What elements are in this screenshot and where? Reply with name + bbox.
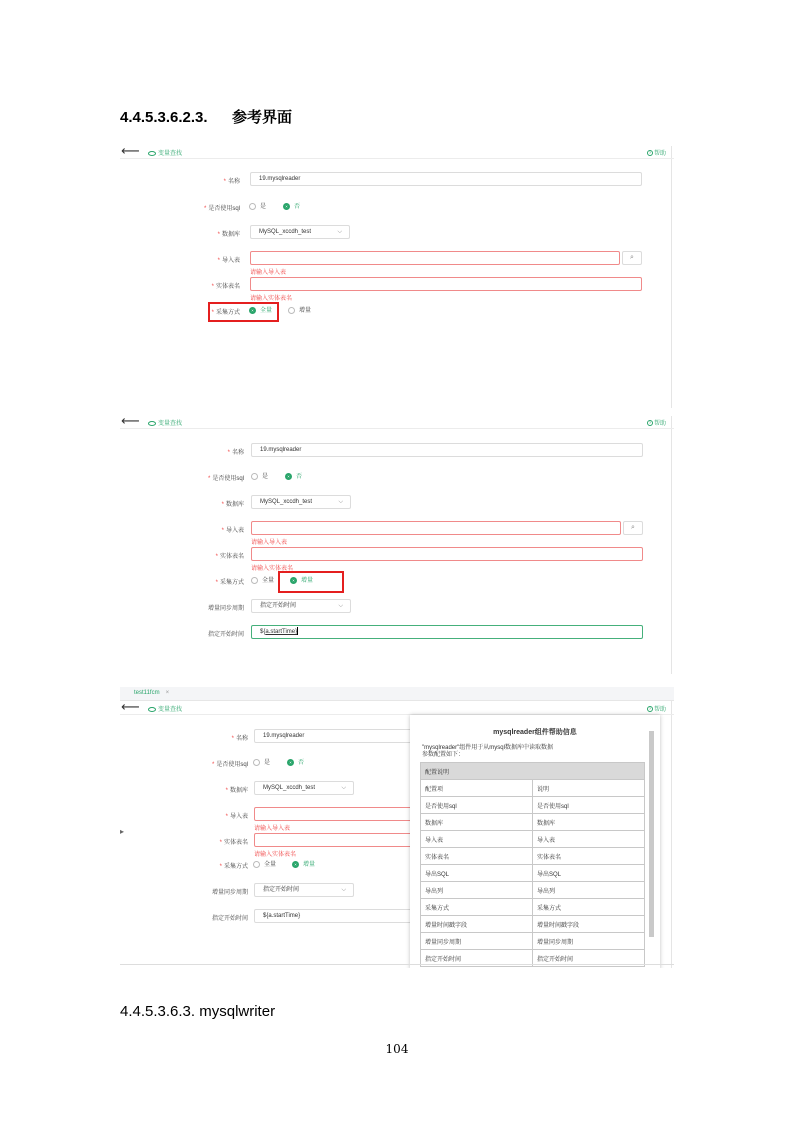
- variable-find-link[interactable]: 变量查找: [148, 148, 182, 157]
- table-row: [421, 933, 645, 950]
- search-icon[interactable]: ⌕: [622, 251, 642, 265]
- section-heading-mysqlwriter: 4.4.5.3.6.3. mysqlwriter: [120, 1003, 276, 1020]
- use-sql-no-radio[interactable]: 否: [283, 203, 300, 211]
- tab-test11fcm[interactable]: test11fcm ×: [134, 690, 170, 696]
- section-heading: [120, 106, 292, 127]
- table-cell-desc: 是否使用sql: [533, 797, 645, 814]
- use-sql-yes-radio[interactable]: 是: [253, 759, 270, 767]
- collect-mode-label: * 采集方式: [211, 310, 240, 316]
- screenshot-incremental-mode: [120, 416, 674, 674]
- table-caption: 配置说明: [421, 763, 645, 780]
- eye-icon: [148, 421, 156, 426]
- tab-strip: [120, 687, 674, 701]
- variable-find-link[interactable]: 变量查找: [148, 418, 182, 427]
- table-cell-item: 指定开始时间: [421, 950, 533, 967]
- table-cell-item: 导出列: [421, 882, 533, 899]
- table-cell-desc: 导入表: [533, 831, 645, 848]
- section-number: 4.4.5.3.6.2.3.: [120, 109, 208, 126]
- collect-incremental-radio[interactable]: 增量: [292, 861, 315, 869]
- back-arrow-icon[interactable]: ⟵: [121, 699, 140, 714]
- back-arrow-icon[interactable]: ⟵: [121, 146, 140, 158]
- collect-full-radio[interactable]: 全量: [249, 307, 272, 315]
- start-time-input[interactable]: ${a.startTime}: [254, 909, 414, 923]
- screenshot-help-panel: [120, 687, 674, 968]
- table-cell-item: 导入表: [421, 831, 533, 848]
- section-title: 参考界面: [232, 109, 293, 126]
- collect-mode-label: * 采集方式: [215, 580, 244, 586]
- eye-icon: [148, 707, 156, 712]
- collect-full-radio[interactable]: 全量: [253, 861, 276, 869]
- collect-incremental-radio[interactable]: 增量: [290, 577, 313, 585]
- close-icon[interactable]: ×: [165, 690, 170, 696]
- toolbar: [120, 699, 674, 715]
- help-table: [420, 762, 645, 967]
- table-cell-item: 导出SQL: [421, 865, 533, 882]
- help-icon: ?: [648, 150, 652, 156]
- help-icon: ?: [648, 420, 652, 426]
- table-cell-item: 增量同步周期: [421, 933, 533, 950]
- table-header-item: 配置项: [421, 780, 533, 797]
- name-label: * 名称: [223, 179, 240, 185]
- entity-table-error: 请输入实体表名: [254, 852, 297, 858]
- start-time-label: 指定开始时间: [207, 632, 244, 638]
- help-panel: [410, 715, 660, 968]
- table-row: [421, 814, 645, 831]
- use-sql-yes-radio[interactable]: 是: [249, 203, 266, 211]
- import-table-error: 请输入导入表: [254, 826, 291, 832]
- entity-table-input[interactable]: [250, 277, 642, 291]
- use-sql-yes-radio[interactable]: 是: [251, 473, 268, 481]
- database-label: * 数据库: [221, 502, 244, 508]
- toolbar: [120, 146, 674, 159]
- help-panel-title: mysqlreader组件帮助信息: [493, 729, 577, 736]
- table-row: [421, 916, 645, 933]
- entity-table-label: * 实体表名: [219, 840, 248, 846]
- table-row: [421, 831, 645, 848]
- table-row: [421, 865, 645, 882]
- import-table-error: 请输入导入表: [251, 540, 288, 546]
- table-cell-desc: 采集方式: [533, 899, 645, 916]
- table-cell-desc: 增量同步周期: [533, 933, 645, 950]
- import-table-label: * 导入表: [225, 814, 248, 820]
- table-cell-desc: 增量时间戳字段: [533, 916, 645, 933]
- collect-incremental-radio[interactable]: 增量: [288, 307, 311, 315]
- page-number: 104: [385, 1042, 409, 1056]
- back-arrow-icon[interactable]: ⟵: [121, 416, 140, 428]
- use-sql-no-radio[interactable]: 否: [287, 759, 304, 767]
- use-sql-no-radio[interactable]: 否: [285, 473, 302, 481]
- start-time-label: 指定开始时间: [211, 916, 248, 922]
- collect-mode-label: * 采集方式: [219, 864, 248, 870]
- chevron-down-icon: ⌵: [338, 499, 343, 505]
- name-label: * 名称: [231, 736, 248, 742]
- import-table-input[interactable]: [251, 521, 621, 535]
- help-panel-description: "mysqlreader"组件用于从mysql数据库中读取数据 参数配置如下：: [422, 745, 553, 758]
- database-select[interactable]: MySQL_xccdh_test ⌵: [251, 495, 351, 509]
- use-sql-label: * 是否使用sql: [207, 476, 244, 482]
- chevron-down-icon: ⌵: [341, 887, 346, 893]
- name-input[interactable]: 19.mysqlreader: [254, 729, 414, 743]
- screenshot-full-mode: [120, 146, 674, 408]
- import-table-error: 请输入导入表: [250, 270, 287, 276]
- use-sql-label: * 是否使用sql: [203, 206, 240, 212]
- name-label: * 名称: [227, 450, 244, 456]
- import-table-input[interactable]: [254, 807, 414, 821]
- sync-period-select[interactable]: 指定开始时间 ⌵: [254, 883, 354, 897]
- entity-table-error: 请输入实体表名: [250, 296, 293, 302]
- table-row: [421, 882, 645, 899]
- sync-period-label: 增量同步周期: [211, 890, 248, 896]
- table-cell-desc: 数据库: [533, 814, 645, 831]
- table-cell-item: 实体表名: [421, 848, 533, 865]
- table-row: [421, 848, 645, 865]
- name-input[interactable]: 19.mysqlreader: [250, 172, 642, 186]
- chevron-down-icon: ⌵: [338, 603, 343, 609]
- entity-table-error: 请输入实体表名: [251, 566, 294, 572]
- table-row: [421, 899, 645, 916]
- collect-full-radio[interactable]: 全量: [251, 577, 274, 585]
- import-table-label: * 导入表: [217, 258, 240, 264]
- import-table-label: * 导入表: [221, 528, 244, 534]
- eye-icon: [148, 151, 156, 156]
- table-cell-item: 增量时间戳字段: [421, 916, 533, 933]
- chevron-down-icon: ⌵: [341, 785, 346, 791]
- database-select[interactable]: MySQL_xccdh_test ⌵: [254, 781, 354, 795]
- help-link[interactable]: ? 帮助: [648, 150, 666, 157]
- table-cell-desc: 实体表名: [533, 848, 645, 865]
- start-time-input[interactable]: ${a.startTime}: [251, 625, 643, 639]
- search-icon[interactable]: ⌕: [623, 521, 643, 535]
- import-table-input[interactable]: [250, 251, 620, 265]
- help-link[interactable]: ? 帮助: [648, 706, 666, 713]
- collapse-handle[interactable]: ▸: [120, 827, 125, 836]
- database-select[interactable]: MySQL_xccdh_test ⌵: [250, 225, 350, 239]
- help-link[interactable]: ? 帮助: [648, 420, 666, 427]
- table-cell-desc: 指定开始时间: [533, 950, 645, 967]
- entity-table-label: * 实体表名: [211, 284, 240, 290]
- scrollbar[interactable]: [649, 731, 654, 937]
- sync-period-select[interactable]: 指定开始时间 ⌵: [251, 599, 351, 613]
- table-row: [421, 797, 645, 814]
- variable-find-link[interactable]: 变量查找: [148, 704, 182, 713]
- highlight-box: [208, 302, 279, 322]
- name-input[interactable]: 19.mysqlreader: [251, 443, 643, 457]
- table-cell-item: 采集方式: [421, 899, 533, 916]
- entity-table-input[interactable]: [251, 547, 643, 561]
- table-cell-item: 数据库: [421, 814, 533, 831]
- table-header-desc: 说明: [533, 780, 645, 797]
- use-sql-label: * 是否使用sql: [211, 762, 248, 768]
- help-icon: ?: [648, 706, 652, 712]
- sync-period-label: 增量同步周期: [207, 606, 244, 612]
- entity-table-label: * 实体表名: [215, 554, 244, 560]
- table-cell-desc: 导出SQL: [533, 865, 645, 882]
- chevron-down-icon: ⌵: [337, 229, 342, 235]
- database-label: * 数据库: [225, 788, 248, 794]
- database-label: * 数据库: [217, 232, 240, 238]
- entity-table-input[interactable]: [254, 833, 414, 847]
- highlight-box: [278, 571, 344, 593]
- table-cell-item: 是否使用sql: [421, 797, 533, 814]
- toolbar: [120, 416, 674, 429]
- table-cell-desc: 导出列: [533, 882, 645, 899]
